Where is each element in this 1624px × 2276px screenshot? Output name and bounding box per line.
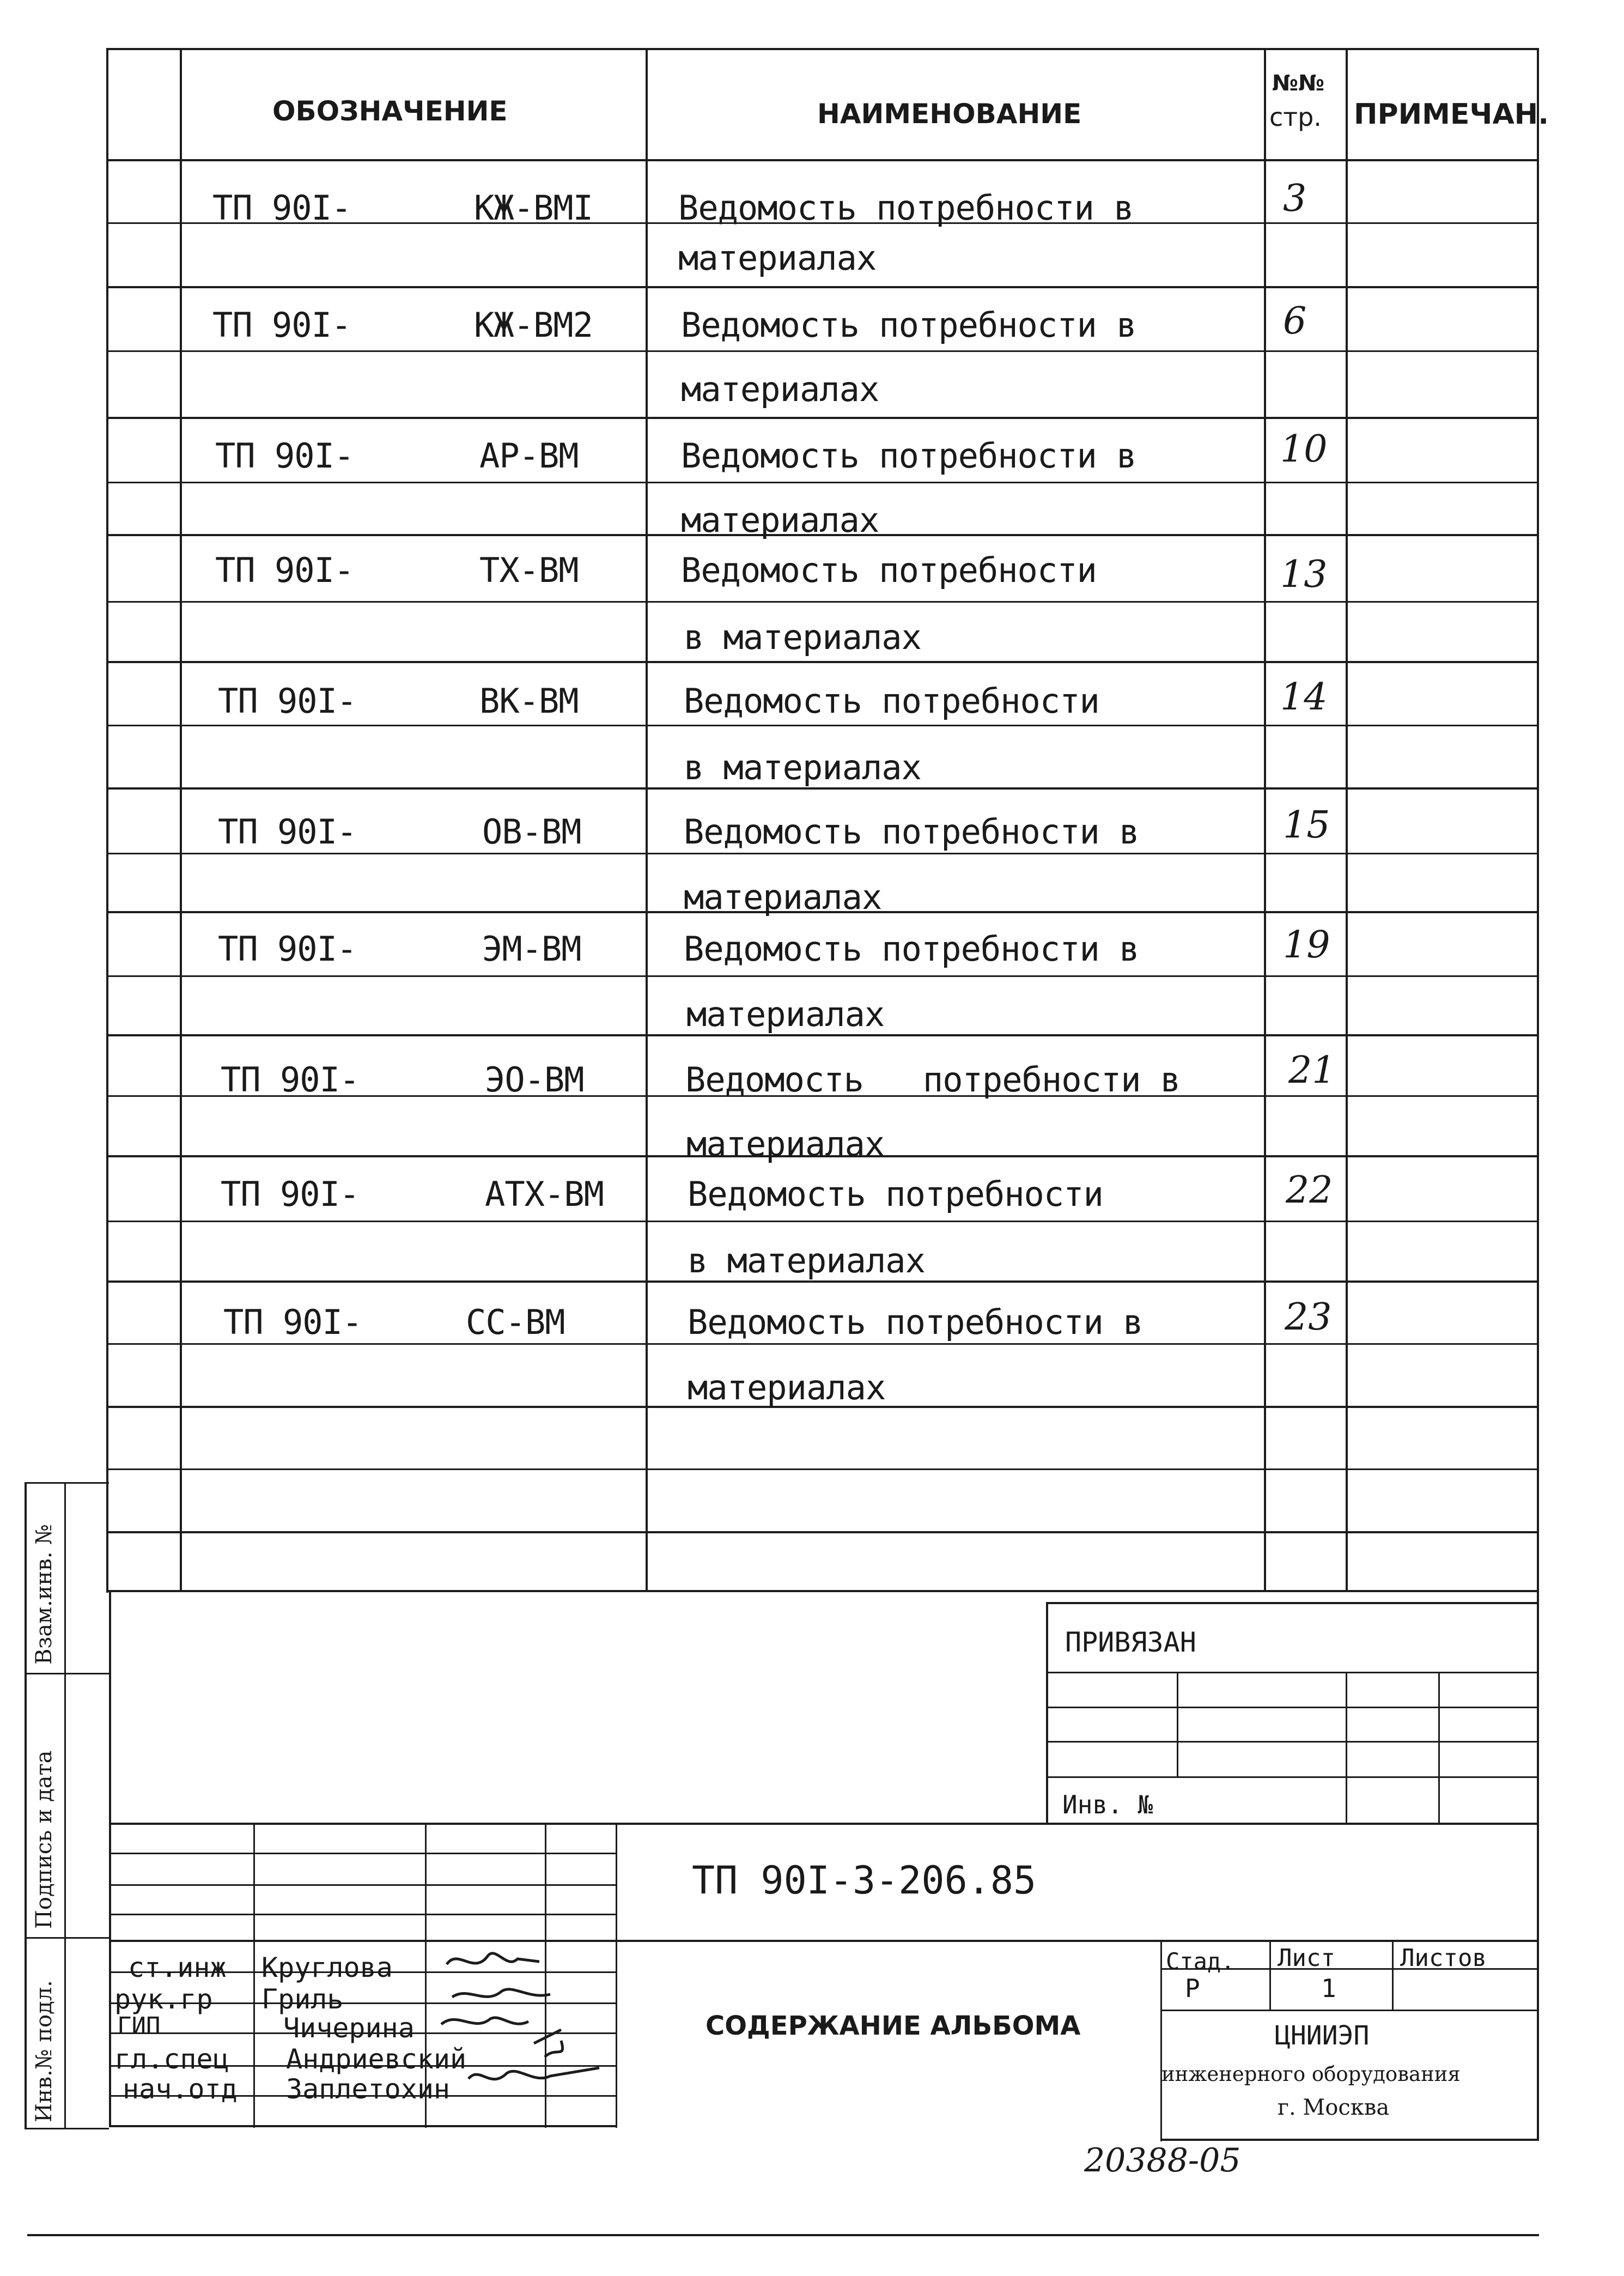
header-page-no-line2: стр.	[1269, 102, 1322, 132]
stage-box-bottom	[1160, 2139, 1539, 2141]
side-strip-line	[25, 1673, 109, 1674]
signer-name: Чичерина	[283, 2012, 415, 2044]
row-name-line2: в материалах	[688, 1241, 925, 1280]
row-name-line1: Ведомость потребности в	[678, 188, 1134, 228]
signer-role: ст.инж	[128, 1952, 227, 1983]
org-city: г. Москва	[1278, 2095, 1390, 2120]
row-code: ЭО-ВМ	[485, 1060, 584, 1100]
row-line	[106, 1221, 1539, 1222]
signer-name: Гриль	[261, 1983, 344, 2015]
row-code: КЖ-ВМ2	[474, 305, 593, 345]
org-name: ЦНИИЭП	[1275, 2020, 1370, 2051]
archive-number: 20388-05	[1084, 2141, 1241, 2180]
bound-line	[1046, 1707, 1539, 1708]
column-divider-4	[1346, 48, 1348, 1590]
row-page: 21	[1288, 1049, 1336, 1092]
row-code: АР-ВМ	[479, 436, 579, 476]
column-divider-2	[646, 48, 648, 1590]
side-strip-line	[25, 1937, 109, 1939]
signer-role: гл.спец	[114, 2043, 229, 2075]
row-prefix: ТП 90I-	[215, 436, 354, 476]
row-line	[106, 1034, 1539, 1036]
bound-label: ПРИВЯЗАН	[1065, 1626, 1196, 1658]
row-line	[106, 1343, 1539, 1345]
row-line	[106, 1468, 1539, 1470]
stage-divider	[1269, 1940, 1271, 2010]
bound-line	[1046, 1672, 1539, 1673]
side-strip-left-border	[25, 1482, 27, 2128]
row-line	[106, 350, 1539, 352]
row-name-line2: материалах	[678, 238, 877, 278]
sheet-label: Лист	[1278, 1944, 1335, 1972]
row-code: СС-ВМ	[466, 1302, 565, 1342]
bound-box-left	[1046, 1602, 1048, 1823]
side-label-sign-date: Подпись и дата	[32, 1750, 57, 1929]
album-title: СОДЕРЖАНИЕ АЛЬБОМА	[705, 2011, 1081, 2041]
bound-divider	[1177, 1672, 1178, 1776]
row-line	[106, 601, 1539, 603]
signer-line	[109, 1914, 616, 1915]
row-code: ТХ-ВМ	[479, 550, 579, 590]
row-code: ОВ-ВМ	[482, 812, 581, 852]
stage-divider	[1392, 1940, 1394, 2010]
row-prefix: ТП 90I-	[218, 812, 357, 852]
page-bottom-line	[27, 2234, 1539, 2236]
frame-right-border	[1537, 48, 1539, 2140]
signer-name: Заплетохин	[286, 2073, 451, 2105]
header-bottom-border	[106, 159, 1539, 161]
stage-box-line	[1160, 2010, 1539, 2011]
row-line	[106, 725, 1539, 726]
title-main-divider	[616, 1823, 617, 2128]
row-name-line1: Ведомость потребности в	[681, 305, 1136, 345]
row-name-line2: в материалах	[684, 748, 921, 787]
table-bottom-border	[106, 1590, 1539, 1592]
row-name-line1: Ведомость потребности в	[688, 1302, 1143, 1342]
column-divider-1	[180, 48, 182, 1590]
frame-left-border	[106, 48, 108, 1593]
row-prefix: ТП 90I-	[212, 188, 351, 228]
row-prefix: ТП 90I-	[223, 1302, 362, 1342]
bound-box-top	[1046, 1602, 1539, 1604]
row-page: 10	[1280, 428, 1328, 471]
stage-label: Стад.	[1166, 1948, 1235, 1975]
row-line	[106, 661, 1539, 663]
row-page: 14	[1280, 676, 1328, 719]
row-name-line1: Ведомость потребности	[684, 681, 1099, 721]
row-line	[106, 417, 1539, 419]
row-page: 19	[1283, 924, 1330, 967]
title-grid-top	[109, 1823, 1539, 1825]
bound-line	[1046, 1741, 1539, 1743]
row-page: 15	[1283, 804, 1330, 847]
row-name-line2: материалах	[681, 369, 879, 409]
signer-line	[109, 1853, 616, 1854]
stage-value: Р	[1185, 1974, 1200, 2003]
doc-code: ТП 90I-3-206.85	[692, 1858, 1037, 1903]
row-prefix: ТП 90I-	[221, 1060, 360, 1100]
row-prefix: ТП 90I-	[212, 305, 351, 345]
stage-box-left	[1160, 1940, 1162, 2141]
row-name-line1: Ведомость потребности	[688, 1174, 1103, 1214]
row-page: 22	[1286, 1169, 1333, 1212]
sheet-value: 1	[1321, 1974, 1336, 2003]
row-line	[106, 1280, 1539, 1283]
row-name-line2: в материалах	[684, 617, 921, 657]
row-code: АТХ-ВМ	[485, 1174, 604, 1214]
side-label-swap-inv: Взам.инв. №	[32, 1524, 57, 1665]
row-line	[106, 853, 1539, 854]
side-label-inv-orig: Инв.№ подл.	[32, 1980, 57, 2122]
header-note: ПРИМЕЧАН.	[1354, 98, 1549, 131]
row-prefix: ТП 90I-	[215, 550, 354, 590]
signer-name: Круглова	[261, 1952, 393, 1983]
side-strip-bottom	[25, 2128, 109, 2129]
frame-top-border	[106, 48, 1539, 50]
row-name-line1: Ведомость потребности	[681, 550, 1097, 590]
signer-name: Андриевский	[286, 2043, 467, 2075]
column-divider-3	[1264, 48, 1266, 1590]
row-page: 23	[1285, 1296, 1332, 1339]
header-name: НАИМЕНОВАНИЕ	[817, 98, 1082, 130]
title-mid-line	[109, 1940, 1539, 1942]
row-page: 3	[1283, 177, 1307, 220]
row-name-line2: материалах	[686, 1124, 885, 1164]
title-block-left-border	[109, 1590, 111, 2127]
signer-role: рук.гр	[114, 1983, 213, 2015]
row-name-line1: Ведомость потребности в	[685, 1060, 1181, 1100]
row-code: ЭМ-ВМ	[482, 929, 581, 969]
side-strip-top	[25, 1482, 109, 1484]
row-page: 13	[1280, 553, 1328, 596]
row-code: ВК-ВМ	[479, 681, 579, 721]
header-designation: ОБОЗНАЧЕНИЕ	[272, 95, 508, 127]
row-line	[106, 482, 1539, 483]
signature-scribbles	[436, 1943, 616, 2125]
title-bottom-line	[109, 2125, 616, 2127]
row-name-line1: Ведомость потребности в	[684, 812, 1139, 852]
row-line	[106, 975, 1539, 977]
row-prefix: ТП 90I-	[218, 681, 357, 721]
bound-divider	[1346, 1672, 1347, 1823]
bound-divider	[1438, 1672, 1440, 1823]
row-line	[106, 286, 1539, 288]
inv-label: Инв. №	[1062, 1790, 1153, 1819]
row-name-line2: материалах	[684, 877, 882, 917]
row-name-line2: материалах	[688, 1368, 886, 1407]
signer-col-divider	[253, 1823, 255, 2128]
row-name-line1: Ведомость потребности в	[681, 436, 1136, 476]
row-name-line1: Ведомость потребности в	[684, 929, 1139, 969]
header-page-no-line1: №№	[1272, 71, 1325, 96]
row-prefix: ТП 90I-	[221, 1174, 360, 1214]
side-strip-divider	[64, 1482, 66, 2128]
signer-role: ГИП	[117, 2012, 161, 2040]
bound-line	[1046, 1776, 1539, 1778]
org-line2: инженерного оборудования	[1161, 2062, 1461, 2086]
row-page: 6	[1283, 300, 1307, 343]
signer-role: нач.отд	[123, 2073, 238, 2105]
row-code: КЖ-ВМI	[474, 188, 593, 228]
row-name-line2: материалах	[681, 500, 879, 540]
row-name-line2: материалах	[686, 994, 885, 1034]
row-line	[106, 1531, 1539, 1533]
row-prefix: ТП 90I-	[218, 929, 357, 969]
row-line	[106, 787, 1539, 790]
signer-line	[109, 1884, 616, 1886]
sheets-label: Листов	[1400, 1944, 1487, 1972]
